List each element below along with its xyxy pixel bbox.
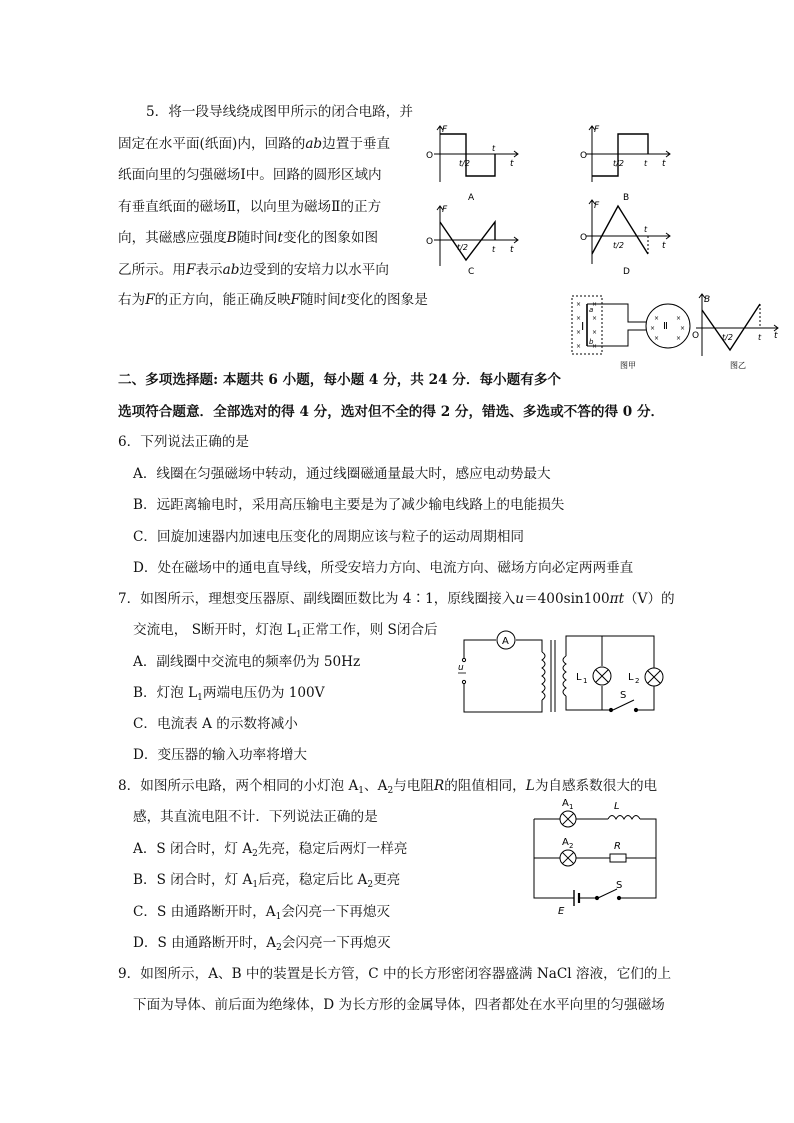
q8-option-a: A．S 闭合时，灯 $A_2$先亮，稳定后两灯一样亮 <box>133 841 408 859</box>
svg-text:A: A <box>562 798 569 809</box>
svg-text:A: A <box>468 193 475 202</box>
svg-text:F: F <box>442 125 448 135</box>
q9-stem-line-2: 下面为导体、前后面为绝缘体，D 为长方形的金属导体，四者都处在水平向里的匀强磁场 <box>133 997 665 1013</box>
q9-stem-line-1: 9．如图所示，A、B 中的装置是长方管，C 中的长方形密闭容器盛满 NaCl 溶液，它们的上 <box>118 966 672 982</box>
svg-text:t: t <box>492 245 496 254</box>
svg-text:B: B <box>704 295 711 305</box>
svg-text:×: × <box>592 343 598 350</box>
svg-text:×: × <box>676 335 682 342</box>
svg-text:O: O <box>580 151 588 161</box>
svg-text:×: × <box>576 343 582 350</box>
q5-line-6: 乙所示。用F表示ab边受到的安培力以水平向 <box>118 262 389 278</box>
svg-text:O: O <box>580 233 588 243</box>
svg-text:t/2: t/2 <box>459 159 470 168</box>
svg-text:t/2: t/2 <box>613 159 624 168</box>
svg-text:B: B <box>623 193 630 202</box>
svg-text:1: 1 <box>569 803 574 811</box>
svg-text:Ⅰ: Ⅰ <box>581 320 585 333</box>
svg-text:×: × <box>592 301 598 308</box>
q6-stem: 6．下列说法正确的是 <box>118 434 249 450</box>
q6-option-a: A．线圈在匀强磁场中转动，通过线圈磁通量最大时，感应电动势最大 <box>133 466 551 482</box>
q5-line-3: 纸面向里的匀强磁场Ⅰ中。回路的圆形区域内 <box>118 167 382 183</box>
svg-text:t: t <box>510 245 514 255</box>
q6-option-d: D．处在磁场中的通电直导线，所受安培力方向、电流方向、磁场方向必定两两垂直 <box>133 560 634 576</box>
svg-text:×: × <box>676 315 682 322</box>
svg-text:L: L <box>614 801 620 812</box>
svg-text:×: × <box>576 329 582 336</box>
svg-text:t/2: t/2 <box>613 241 624 250</box>
svg-text:t: t <box>662 159 666 169</box>
svg-text:Ⅱ: Ⅱ <box>663 321 668 332</box>
svg-text:t: t <box>644 159 648 168</box>
svg-text:t: t <box>662 241 666 251</box>
svg-text:S: S <box>616 880 623 891</box>
q8-option-b: B．S 闭合时，灯 $A_1$后亮，稳定后比 $A_2$更亮 <box>133 872 401 890</box>
q5-line-5: 向，其磁感应强度B随时间t变化的图象如图 <box>118 230 379 246</box>
svg-text:×: × <box>592 315 598 322</box>
q5-figure-yi <box>692 290 782 374</box>
q5-figure-jia <box>570 292 694 374</box>
svg-text:2: 2 <box>569 842 574 850</box>
svg-text:C: C <box>468 267 475 277</box>
svg-text:t: t <box>774 331 778 341</box>
q5-graph-b <box>580 120 680 202</box>
svg-text:A: A <box>562 837 569 848</box>
svg-text:1: 1 <box>583 677 588 685</box>
svg-text:E: E <box>558 906 565 916</box>
q7-stem-line-1: 7．如图所示，理想变压器原、副线圈匝数比为 4∶1，原线圈接入u＝400sin100πt（V）的 <box>118 591 675 607</box>
svg-text:a: a <box>589 306 594 314</box>
svg-text:×: × <box>650 325 656 332</box>
svg-text:×: × <box>576 301 582 308</box>
q8-stem-line-2: 感，其直流电阻不计．下列说法正确的是 <box>133 809 378 825</box>
svg-text:2: 2 <box>635 677 640 685</box>
q5-line-2: 固定在水平面(纸面)内，回路的ab边置于垂直 <box>118 136 391 152</box>
q7-stem-line-2: 交流电， S断开时，灯泡 $L_1$正常工作，则 S闭合后 <box>133 622 438 640</box>
q8-option-d: D．S 由通路断开时，$A_2$会闪亮一下再熄灭 <box>133 935 391 953</box>
svg-text:L: L <box>576 672 582 683</box>
svg-text:t: t <box>644 225 648 234</box>
svg-text:O: O <box>426 237 434 247</box>
svg-text:t/2: t/2 <box>457 243 468 252</box>
svg-text:A: A <box>502 636 509 647</box>
svg-text:b: b <box>589 338 594 346</box>
svg-text:u: u <box>458 663 464 673</box>
svg-text:×: × <box>654 315 660 322</box>
q6-option-c: C．回旋加速器内加速电压变化的周期应该与粒子的运动周期相同 <box>133 529 525 545</box>
svg-text:t/2: t/2 <box>722 333 733 342</box>
svg-text:D: D <box>623 267 630 277</box>
q8-stem-line-1: 8．如图所示电路，两个相同的小灯泡 $A_1$、$A_2$与电阻R的阻值相同，L为自感系数很大的电 <box>118 778 658 796</box>
section2-heading-line-1: 二、多项选择题: 本题共 6 小题，每小题 4 分，共 24 分．每小题有多个 <box>118 372 562 388</box>
svg-text:×: × <box>680 325 686 332</box>
q5-line-1: 5．将一段导线绕成图甲所示的闭合电路，并 <box>146 104 413 120</box>
svg-text:F: F <box>442 205 448 215</box>
svg-text:L: L <box>628 672 634 683</box>
q7-option-a: A．副线圈中交流电的频率仍为 50Hz <box>133 654 361 670</box>
q5-graph-d <box>580 196 680 282</box>
svg-text:O: O <box>692 331 700 341</box>
svg-text:图甲: 图甲 <box>620 361 636 370</box>
q6-option-b: B．远距离输电时，采用高压输电主要是为了减少输电线路上的电能损失 <box>133 497 565 513</box>
svg-text:F: F <box>594 125 600 135</box>
q8-option-c: C．S 由通路断开时，$A_1$会闪亮一下再熄灭 <box>133 904 391 922</box>
q8-circuit <box>528 794 664 916</box>
svg-text:×: × <box>592 329 598 336</box>
svg-text:t: t <box>492 144 496 153</box>
q5-graph-c <box>422 200 522 282</box>
q7-transformer-circuit <box>456 626 670 722</box>
svg-text:×: × <box>576 315 582 322</box>
svg-text:t: t <box>758 333 762 342</box>
svg-text:O: O <box>426 151 434 161</box>
svg-text:S: S <box>620 690 627 701</box>
svg-text:t: t <box>510 159 514 169</box>
q5-line-4: 有垂直纸面的磁场Ⅱ，以向里为磁场Ⅱ的正方 <box>118 199 382 215</box>
q5-graph-a <box>422 120 522 202</box>
svg-text:R: R <box>614 841 621 852</box>
q7-option-d: D．变压器的输入功率将增大 <box>133 747 308 763</box>
q5-line-7: 右为F的正方向，能正确反映F随时间t变化的图象是 <box>118 292 428 308</box>
section2-heading-line-2: 选项符合题意．全部选对的得 4 分，选对但不全的得 2 分，错选、多选或不答的得 0 分． <box>118 404 665 420</box>
svg-text:F: F <box>594 201 600 211</box>
svg-text:×: × <box>654 335 660 342</box>
q7-option-c: C．电流表 A 的示数将减小 <box>133 716 298 732</box>
svg-text:图乙: 图乙 <box>730 361 746 370</box>
q7-option-b: B．灯泡 $L_1$两端电压仍为 100V <box>133 685 325 703</box>
